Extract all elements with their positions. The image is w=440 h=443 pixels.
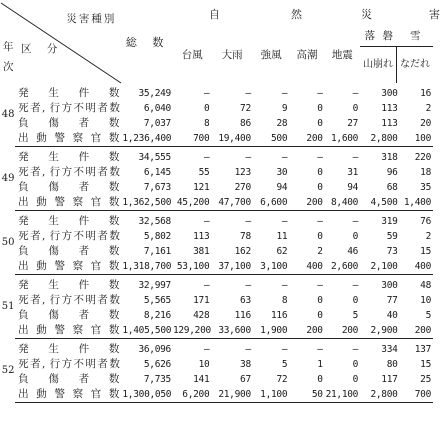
value-cell-total: 36,096 <box>138 344 171 355</box>
value-cell-storm-surge: 0 <box>317 103 323 114</box>
value-cell-heavy-rain: 116 <box>234 310 251 321</box>
value-cell-strong-wind: 11 <box>276 231 288 242</box>
row-label: 発 生 件 数 <box>18 151 120 163</box>
value-cell-avalanche: 700 <box>400 387 433 403</box>
value-cell-heavy-rain: 21,900 <box>211 387 252 403</box>
disaster-statistics-table <box>1 1 440 403</box>
value-cell-typhoon: — <box>203 280 210 291</box>
value-cell-strong-wind: 6,600 <box>253 195 289 211</box>
value-cell-heavy-rain: 63 <box>240 295 251 306</box>
value-cell-avalanche: 10 <box>420 295 431 306</box>
col-storm-surge-header: 高潮 <box>296 48 318 61</box>
table-row <box>1 293 433 308</box>
value-cell-storm-surge: 0 <box>317 310 323 321</box>
value-cell-landslide: 2,800 <box>360 131 399 147</box>
group-char-1: 自 <box>208 8 220 22</box>
value-cell-strong-wind: 28 <box>276 118 288 129</box>
value-cell-landslide: 2,900 <box>360 323 399 339</box>
value-cell-storm-surge: 200 <box>289 131 324 147</box>
value-cell-total: 7,037 <box>143 118 171 129</box>
value-cell-total: 6,040 <box>143 103 171 114</box>
year-cell: 51 <box>1 300 15 312</box>
value-cell-strong-wind: 30 <box>276 167 288 178</box>
total-column-header: 総 数 <box>125 36 170 49</box>
value-cell-heavy-rain: 67 <box>240 374 251 385</box>
value-cell-heavy-rain: 19,400 <box>211 131 252 147</box>
value-cell-heavy-rain: 162 <box>234 246 251 257</box>
value-cell-strong-wind: 8 <box>281 295 288 306</box>
group-char-3: 災 <box>360 8 372 22</box>
year-cell: 48 <box>1 108 15 120</box>
value-cell-typhoon: 45,200 <box>173 195 211 211</box>
value-cell-typhoon: 141 <box>193 374 210 385</box>
value-cell-typhoon: 700 <box>173 131 211 147</box>
table-row <box>1 372 433 387</box>
value-cell-avalanche: 25 <box>420 374 431 385</box>
value-cell-typhoon: — <box>203 152 210 163</box>
value-cell-strong-wind: 5 <box>281 359 288 370</box>
value-cell-heavy-rain: — <box>245 152 251 163</box>
value-cell-storm-surge: 2 <box>317 246 323 257</box>
natural-disaster-group-header <box>173 1 440 25</box>
value-cell-earthquake: 94 <box>347 182 359 193</box>
value-cell-earthquake: 27 <box>347 118 359 129</box>
value-cell-total: 1,405,500 <box>122 323 173 339</box>
value-cell-landslide: 59 <box>386 231 398 242</box>
value-cell-strong-wind: 62 <box>276 246 288 257</box>
value-cell-landslide: 40 <box>386 310 398 321</box>
value-cell-heavy-rain: — <box>245 280 251 291</box>
col-typhoon-header: 台風 <box>181 48 203 61</box>
value-cell-strong-wind: 1,100 <box>253 387 289 403</box>
year-cell: 50 <box>1 236 15 248</box>
table-row <box>1 101 433 116</box>
value-cell-strong-wind: 72 <box>276 374 288 385</box>
col-strong-wind-header: 強風 <box>260 48 282 61</box>
value-cell-heavy-rain: 270 <box>234 182 251 193</box>
row-label: 負 傷 者 数 <box>18 373 120 385</box>
value-cell-landslide: 117 <box>381 374 398 385</box>
value-cell-storm-surge: 0 <box>317 374 323 385</box>
disaster-type-label: 災害種別 <box>66 13 117 25</box>
value-cell-landslide: 300 <box>381 280 398 291</box>
value-cell-landslide: 300 <box>381 88 398 99</box>
value-cell-storm-surge: 0 <box>317 295 323 306</box>
table-row <box>1 116 433 131</box>
value-cell-earthquake: 1,600 <box>325 131 360 147</box>
row-label: 出動警察官数 <box>15 195 122 211</box>
col-rockfall-landslide-header <box>360 25 433 83</box>
value-cell-landslide: 77 <box>386 295 398 306</box>
value-cell-strong-wind: — <box>281 216 288 227</box>
value-cell-heavy-rain: 72 <box>240 103 251 114</box>
value-cell-strong-wind: — <box>281 152 288 163</box>
value-cell-landslide: 318 <box>381 152 398 163</box>
row-label: 出動警察官数 <box>15 323 122 339</box>
value-cell-storm-surge: — <box>317 280 323 291</box>
table-row <box>1 147 433 166</box>
value-cell-avalanche: 137 <box>414 344 431 355</box>
value-cell-total: 32,568 <box>138 216 171 227</box>
avalanche-label: なだれ <box>400 58 431 70</box>
value-cell-avalanche: 200 <box>400 323 433 339</box>
value-cell-avalanche: 15 <box>420 246 431 257</box>
value-cell-avalanche: 2 <box>425 103 431 114</box>
value-cell-storm-surge: 0 <box>317 231 323 242</box>
value-cell-typhoon: 10 <box>198 359 210 370</box>
value-cell-strong-wind: 1,900 <box>253 323 289 339</box>
value-cell-earthquake: 0 <box>352 295 359 306</box>
table-row <box>1 339 433 358</box>
value-cell-heavy-rain: 33,600 <box>211 323 252 339</box>
landslide-label: 山崩れ <box>360 47 397 83</box>
value-cell-total: 1,300,050 <box>122 387 173 403</box>
value-cell-strong-wind: — <box>281 280 288 291</box>
table-row <box>1 195 433 211</box>
table-row <box>1 323 433 339</box>
value-cell-typhoon: 129,200 <box>173 323 211 339</box>
value-cell-avalanche: 48 <box>420 280 431 291</box>
value-cell-strong-wind: 116 <box>271 310 288 321</box>
row-label: 負 傷 者 数 <box>18 181 120 193</box>
value-cell-typhoon: 55 <box>198 167 210 178</box>
category-label: 区 分 <box>21 43 64 55</box>
year-cell: 52 <box>1 364 15 376</box>
value-cell-landslide: 73 <box>386 246 398 257</box>
value-cell-landslide: 80 <box>386 359 398 370</box>
value-cell-avalanche: 15 <box>420 359 431 370</box>
value-cell-earthquake: 200 <box>325 323 360 339</box>
value-cell-landslide: 4,500 <box>360 195 399 211</box>
value-cell-heavy-rain: 123 <box>234 167 251 178</box>
group-char-2: 然 <box>290 8 302 22</box>
table-row <box>1 180 433 195</box>
value-cell-landslide: 113 <box>381 118 398 129</box>
value-cell-total: 8,216 <box>143 310 171 321</box>
value-cell-avalanche: 220 <box>414 152 431 163</box>
value-cell-typhoon: 0 <box>203 103 210 114</box>
table-row <box>1 244 433 259</box>
value-cell-total: 5,802 <box>143 231 171 242</box>
value-cell-typhoon: 381 <box>193 246 210 257</box>
table-row <box>1 83 433 101</box>
value-cell-earthquake: 5 <box>352 310 359 321</box>
value-cell-storm-surge: 1 <box>317 359 323 370</box>
value-cell-total: 32,997 <box>138 280 171 291</box>
value-cell-typhoon: 53,100 <box>173 259 211 275</box>
value-cell-storm-surge: 0 <box>317 118 323 129</box>
value-cell-storm-surge: — <box>317 88 323 99</box>
value-cell-heavy-rain: — <box>245 88 251 99</box>
year-label-ji: 次 <box>3 61 14 73</box>
row-label: 死者, 行方不明者数 <box>18 166 120 178</box>
value-cell-total: 7,161 <box>143 246 171 257</box>
value-cell-typhoon: 113 <box>193 231 210 242</box>
value-cell-avalanche: 35 <box>420 182 431 193</box>
value-cell-avalanche: 1,400 <box>400 195 433 211</box>
value-cell-avalanche: 20 <box>420 118 431 129</box>
value-cell-avalanche: 2 <box>425 231 431 242</box>
value-cell-typhoon: 6,200 <box>173 387 211 403</box>
value-cell-earthquake: — <box>352 216 359 227</box>
value-cell-strong-wind: — <box>281 344 288 355</box>
value-cell-heavy-rain: 38 <box>240 359 251 370</box>
value-cell-heavy-rain: 47,700 <box>211 195 252 211</box>
value-cell-storm-surge: 0 <box>317 182 323 193</box>
value-cell-landslide: 113 <box>381 103 398 114</box>
value-cell-avalanche: 18 <box>420 167 431 178</box>
value-cell-earthquake: 46 <box>347 246 359 257</box>
value-cell-total: 35,249 <box>138 88 171 99</box>
value-cell-storm-surge: 50 <box>289 387 324 403</box>
value-cell-avalanche: 400 <box>400 259 433 275</box>
table-row <box>1 259 433 275</box>
value-cell-earthquake: — <box>352 344 359 355</box>
row-label: 出動警察官数 <box>15 387 122 403</box>
value-cell-strong-wind: 3,100 <box>253 259 289 275</box>
value-cell-earthquake: — <box>352 88 359 99</box>
group-char-4: 害 <box>428 8 440 22</box>
value-cell-earthquake: — <box>352 152 359 163</box>
row-label: 負 傷 者 数 <box>18 245 120 257</box>
value-cell-earthquake: 0 <box>352 231 359 242</box>
value-cell-storm-surge: 0 <box>317 167 323 178</box>
value-cell-total: 7,735 <box>143 374 171 385</box>
value-cell-earthquake: 0 <box>352 359 359 370</box>
value-cell-typhoon: 8 <box>203 118 210 129</box>
value-cell-earthquake: — <box>352 280 359 291</box>
value-cell-landslide: 334 <box>381 344 398 355</box>
value-cell-strong-wind: 9 <box>281 103 288 114</box>
value-cell-earthquake: 0 <box>352 103 359 114</box>
value-cell-storm-surge: 200 <box>289 323 324 339</box>
value-cell-total: 6,145 <box>143 167 171 178</box>
value-cell-typhoon: 121 <box>193 182 210 193</box>
value-cell-storm-surge: 400 <box>289 259 324 275</box>
value-cell-typhoon: — <box>203 216 210 227</box>
value-cell-storm-surge: — <box>317 216 323 227</box>
value-cell-typhoon: — <box>203 344 210 355</box>
value-cell-avalanche: 5 <box>425 310 431 321</box>
row-label: 発 生 件 数 <box>18 279 120 291</box>
value-cell-heavy-rain: 86 <box>240 118 251 129</box>
value-cell-strong-wind: 500 <box>253 131 289 147</box>
year-cell: 49 <box>1 172 15 184</box>
value-cell-heavy-rain: — <box>245 216 251 227</box>
value-cell-avalanche: 76 <box>420 216 431 227</box>
value-cell-total: 5,565 <box>143 295 171 306</box>
value-cell-typhoon: 428 <box>193 310 210 321</box>
value-cell-landslide: 2,100 <box>360 259 399 275</box>
table-row <box>1 165 433 180</box>
col-earthquake-header: 地震 <box>331 48 353 61</box>
value-cell-storm-surge: — <box>317 152 323 163</box>
row-label: 負 傷 者 数 <box>18 117 120 129</box>
row-label: 死者, 行方不明者数 <box>18 102 120 114</box>
row-label: 出動警察官数 <box>15 131 122 147</box>
value-cell-landslide: 96 <box>386 167 398 178</box>
snow-label: 雪 <box>400 26 433 47</box>
table-row <box>1 357 433 372</box>
value-cell-avalanche: 16 <box>420 88 431 99</box>
row-label: 負 傷 者 数 <box>18 309 120 321</box>
value-cell-earthquake: 31 <box>347 167 359 178</box>
value-cell-strong-wind: 94 <box>276 182 288 193</box>
value-cell-total: 1,362,500 <box>122 195 173 211</box>
value-cell-earthquake: 21,100 <box>325 387 360 403</box>
value-cell-heavy-rain: 37,100 <box>211 259 252 275</box>
row-label: 発 生 件 数 <box>18 215 120 227</box>
col-heavy-rain-header: 大雨 <box>221 48 243 61</box>
value-cell-total: 34,555 <box>138 152 171 163</box>
rockfall-label: 落 磐 <box>360 26 399 47</box>
table-row <box>1 387 433 403</box>
value-cell-storm-surge: — <box>317 344 323 355</box>
value-cell-avalanche: 100 <box>400 131 433 147</box>
value-cell-strong-wind: — <box>281 88 288 99</box>
row-label: 発 生 件 数 <box>18 343 120 355</box>
value-cell-typhoon: 171 <box>193 295 210 306</box>
table-row <box>1 275 433 294</box>
value-cell-typhoon: — <box>203 88 210 99</box>
value-cell-total: 5,626 <box>143 359 171 370</box>
row-label: 死者, 行方不明者数 <box>18 358 120 370</box>
header-corner-cell <box>1 1 122 83</box>
row-label: 出動警察官数 <box>15 259 122 275</box>
value-cell-total: 7,673 <box>143 182 171 193</box>
value-cell-total: 1,318,700 <box>122 259 173 275</box>
table-row <box>1 211 433 230</box>
value-cell-landslide: 68 <box>386 182 398 193</box>
value-cell-heavy-rain: — <box>245 344 251 355</box>
value-cell-storm-surge: 200 <box>289 195 324 211</box>
table-row <box>1 131 433 147</box>
value-cell-landslide: 2,800 <box>360 387 399 403</box>
value-cell-earthquake: 0 <box>352 374 359 385</box>
table-row <box>1 229 433 244</box>
value-cell-heavy-rain: 78 <box>240 231 251 242</box>
value-cell-total: 1,236,400 <box>122 131 173 147</box>
row-label: 死者, 行方不明者数 <box>18 294 120 306</box>
value-cell-landslide: 319 <box>381 216 398 227</box>
year-label-nen: 年 <box>3 41 14 53</box>
row-label: 発 生 件 数 <box>18 87 120 99</box>
value-cell-earthquake: 2,600 <box>325 259 360 275</box>
row-label: 死者, 行方不明者数 <box>18 230 120 242</box>
table-row <box>1 308 433 323</box>
value-cell-earthquake: 8,400 <box>325 195 360 211</box>
